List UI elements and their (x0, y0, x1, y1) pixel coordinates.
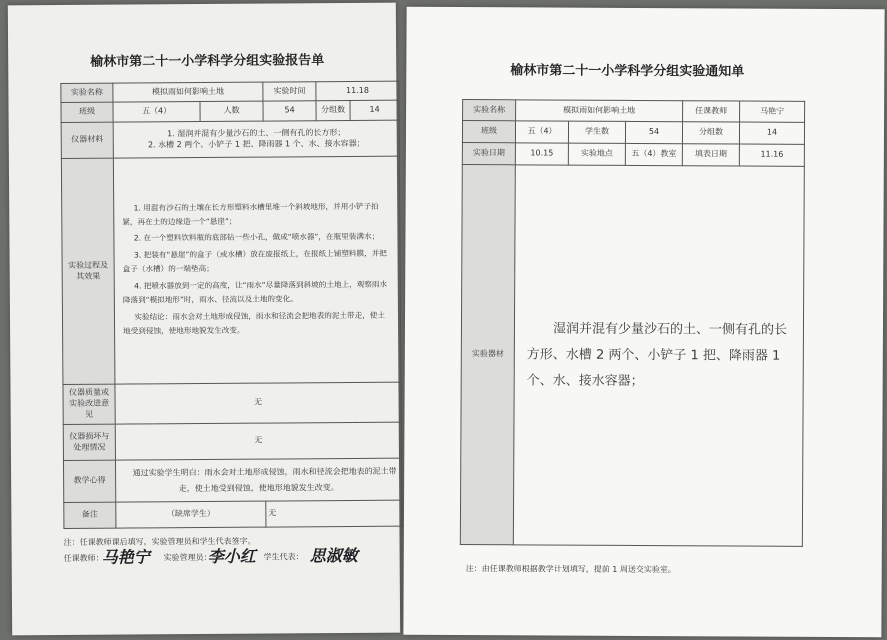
remarks-text: （缺席学生） (116, 501, 266, 528)
students-value: 54 (625, 121, 682, 143)
repair-value: 无 (115, 422, 401, 460)
teacher-label: 任课教师： (63, 553, 104, 563)
label-people: 人数 (200, 101, 263, 121)
label-notice-class: 班级 (462, 121, 515, 143)
equipment-cell (113, 120, 399, 158)
manager-label: 实验管理员： (163, 552, 212, 563)
label-equipment: 仪器材料 (61, 122, 113, 158)
class-value: 五（4） (113, 102, 200, 123)
label-notice-name: 实验名称 (463, 100, 516, 121)
report-title: 榆林市第二十一小学科学分组实验报告单 (90, 53, 325, 70)
experiment-name: 模拟雨如何影响土地 (113, 82, 263, 102)
label-notice-groups: 分组数 (682, 122, 739, 144)
manager-signature: 李小红 (207, 546, 256, 566)
date-value: 10.15 (515, 143, 568, 165)
equipment-line: 1. 湿润并混有少量沙石的土、一侧有孔的长方形； (167, 127, 346, 138)
label-repair: 仪器损坏与处理情况 (63, 424, 115, 460)
report-footer-note: 注：任课教师课后填写，实验管理员和学生代表签字。 (63, 536, 256, 547)
teacher-value: 马艳宁 (740, 101, 805, 122)
label-remarks: 备注 (64, 502, 116, 528)
report-table (60, 81, 402, 529)
label-notice-equipment: 实验器材 (460, 165, 515, 545)
notice-footer-note: 注：由任课教师根据教学计划填写，提前 1 周送交实验室。 (465, 564, 676, 575)
notice-equipment-text: 湿润并混有少量沙石的土、一侧有孔的长方形、水槽 2 两个、小铲子 1 把、降雨器 1 个、水、接水容器； (526, 321, 788, 389)
label-reflection: 教学心得 (63, 460, 115, 502)
notice-table (460, 99, 805, 547)
people-value: 54 (263, 101, 316, 121)
report-sheet (8, 3, 400, 636)
label-date: 实验日期 (462, 143, 515, 165)
equipment-line: 2. 水槽 2 两个、小铲子 1 把、降雨器 1 个、水、接水容器； (147, 138, 365, 149)
process-text (116, 195, 398, 345)
groups-value: 14 (350, 100, 399, 120)
label-teacher: 任课教师 (683, 101, 740, 122)
label-experiment-name: 实验名称 (61, 83, 113, 102)
label-place: 实验地点 (568, 143, 625, 165)
process-step: 4. 把喷水器放到一定的高度，让“雨水”尽量降落到斜坡的土地上，观察雨水降落到“模拟地形”时，雨水、径流以及土地的变化。 (122, 279, 388, 305)
student-label: 学生代表： (263, 552, 304, 562)
notice-class-value: 五（4） (515, 121, 568, 143)
notice-experiment-name: 模拟雨如何影响土地 (516, 100, 683, 122)
notice-title: 榆林市第二十一小学科学分组实验通知单 (510, 63, 745, 80)
process-step: 2. 在一个塑料饮料瓶的底部钻一些小孔，做成“喷水器”，在瓶里装满水； (133, 232, 380, 243)
reflection-value: 通过实验学生明白：雨水会对土地形成侵蚀，雨水和径流会把地表的泥土带走，使土地受到侵蚀，使地形地貌发生改变。 (115, 458, 401, 502)
student-signature: 思淑敏 (309, 545, 358, 566)
remarks-value: 无 (266, 500, 402, 527)
process-cell (113, 156, 401, 384)
notice-groups-value: 14 (739, 122, 804, 144)
label-improvement: 仪器质量或实验改进意见 (63, 384, 115, 424)
process-step: 3. 把装有“悬崖”的盒子（或水槽）放在废报纸上，在报纸上铺塑料膜，并把盒子（水槽）的一端垫高； (122, 248, 387, 274)
label-students: 学生数 (568, 121, 625, 143)
experiment-time: 11.18 (316, 81, 399, 101)
process-conclusion: 实验结论：雨水会对土地形成侵蚀，雨水和径流会把地表的泥土带走，使土地受到侵蚀，使地形地貌发生改变。 (123, 310, 385, 336)
label-fill-date: 填表日期 (682, 144, 739, 166)
fill-date-value: 11.16 (739, 144, 804, 166)
label-groups: 分组数 (316, 100, 350, 120)
improvement-value: 无 (115, 382, 401, 424)
notice-sheet (403, 7, 884, 637)
label-experiment-time: 实验时间 (263, 82, 316, 101)
process-step: 1. 用混有沙石的土壤在长方形塑料水槽里堆一个斜坡地形，并用小铲子拍紧，再在土的边缘造一个“悬崖”； (122, 201, 379, 227)
place-value: 五（4）教室 (625, 143, 682, 165)
label-class: 班级 (61, 102, 113, 122)
notice-equipment-cell (513, 165, 804, 547)
teacher-signature: 马艳宁 (101, 547, 150, 567)
label-process: 实验过程及其效果 (61, 158, 115, 384)
